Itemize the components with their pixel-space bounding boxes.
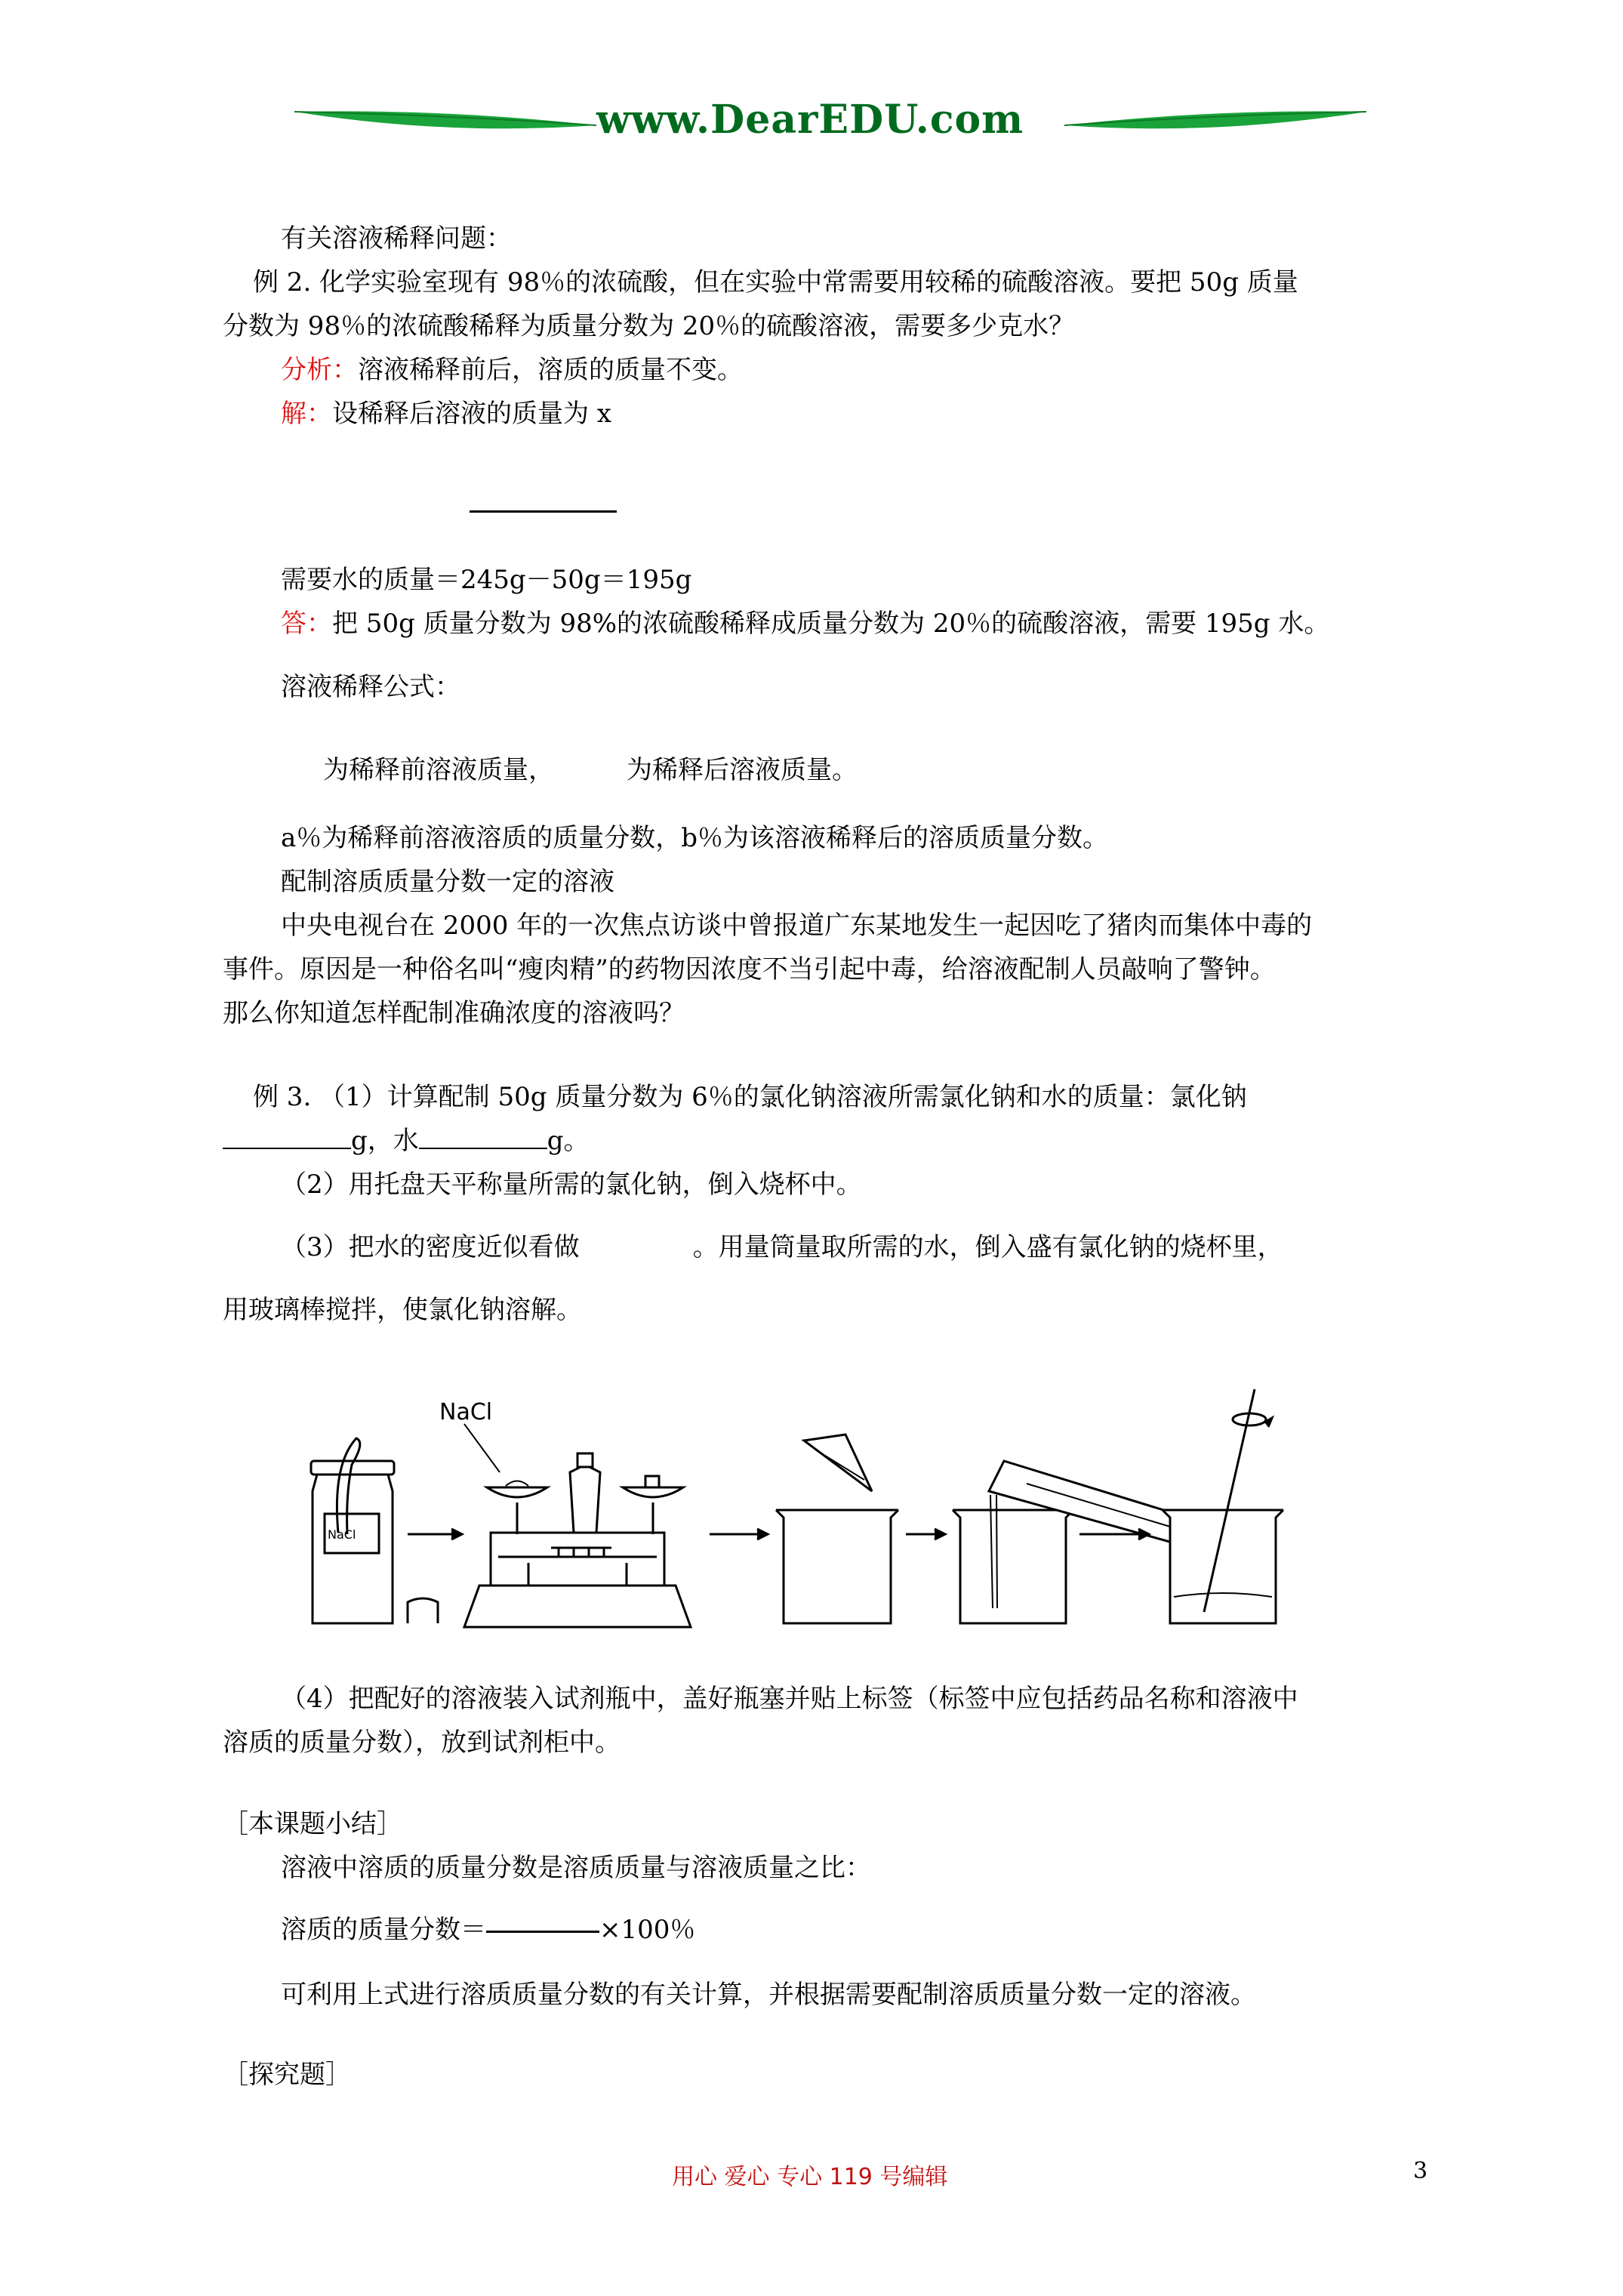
explore-heading: ［探究题］: [223, 2060, 351, 2090]
news-para-line3: 那么你知道怎样配制准确浓度的溶液吗？: [223, 998, 685, 1028]
analysis-line: [281, 349, 743, 386]
solution-text: 设稀释后溶液的质量为 x: [332, 399, 611, 429]
balance-scale-drawing: [464, 1453, 691, 1627]
answer-line: [281, 603, 1329, 639]
beaker-with-paper-drawing: [776, 1435, 898, 1623]
beaker-with-stirring-rod-drawing: [1163, 1389, 1283, 1623]
water-mass-line: 需要水的质量＝245g－50g＝195g: [281, 565, 692, 595]
example3-step4-line2: 溶质的质量分数），放到试剂柜中。: [223, 1727, 621, 1758]
example3-line1: 例 3. （1）计算配制 50g 质量分数为 6％的氯化钠溶液所需氯化钠和水的质量：氯化钠: [253, 1082, 1247, 1112]
solution-line: [281, 393, 611, 430]
example3-step4-line1: （4）把配好的溶液装入试剂瓶中，盖好瓶塞并贴上标签（标签中应包括药品名称和溶液中: [281, 1684, 1298, 1714]
example3-line2: g，水 g。: [223, 1120, 590, 1157]
answer-label: 答：: [281, 609, 332, 639]
section2-heading: 配制溶质质量分数一定的溶液: [281, 867, 614, 897]
summary-line2: 可利用上式进行溶质质量分数的有关计算，并根据需要配制溶质质量分数一定的溶液。: [281, 1980, 1256, 2010]
solution-preparation-figure: [302, 1359, 1359, 1638]
figure-label-jar: NaCl: [328, 1527, 356, 1542]
formula-desc-before: 为稀释前溶液质量，: [323, 755, 554, 785]
example3-step2: （2）用托盘天平称量所需的氯化钠，倒入烧杯中。: [281, 1170, 862, 1200]
news-para-line1: 中央电视台在 2000 年的一次焦点访谈中曾报道广东某地发生一起因吃了猪肉而集体中毒的: [281, 911, 1313, 941]
example2-line2: 分数为 98％的浓硫酸稀释为质量分数为 20％的硫酸溶液，需要多少克水？: [223, 311, 1075, 341]
fraction-bar: [470, 510, 617, 513]
summary-line1: 溶液中溶质的质量分数是溶质质量与溶液质量之比：: [281, 1853, 871, 1883]
water-blank[interactable]: [419, 1125, 547, 1149]
answer-text: 把 50g 质量分数为 98%的浓硫酸稀释成质量分数为 20％的硫酸溶液，需要 195g 水。: [332, 609, 1330, 639]
example2-line1: 例 2. 化学实验室现有 98％的浓硫酸，但在实验中常需要用较稀的硫酸溶液。要把 50g 质量: [253, 267, 1298, 297]
section-heading: 有关溶液稀释问题：: [281, 223, 512, 254]
formula-desc-after: 为稀释后溶液质量。: [627, 755, 858, 785]
beaker-with-cylinder-drawing: [953, 1461, 1200, 1623]
page-number: 3: [1413, 2158, 1428, 2184]
solution-label: 解：: [281, 399, 332, 429]
example3-step3: （3）把水的密度近似看做 。用量筒量取所需的水，倒入盛有氯化钠的烧杯里，: [281, 1232, 1283, 1262]
nacl-blank[interactable]: [223, 1125, 351, 1149]
site-logo-text: www.DearEDU.com: [596, 97, 1024, 143]
formula-heading: 溶液稀释公式：: [281, 672, 460, 702]
footer-text: 用心 爱心 专心 119 号编辑: [672, 2164, 948, 2190]
summary-fraction-bar: [486, 1931, 599, 1933]
analysis-text: 溶液稀释前后，溶质的质量不变。: [358, 355, 743, 385]
example3-step3-line2: 用玻璃棒搅拌，使氯化钠溶解。: [223, 1295, 582, 1325]
summary-heading: ［本课题小结］: [223, 1809, 402, 1839]
figure-label-nacl: NaCl: [439, 1399, 493, 1425]
news-para-line2: 事件。原因是一种俗名叫“瘦肉精”的药物因浓度不当引起中毒，给溶液配制人员敲响了警钟。: [223, 954, 1276, 985]
analysis-label: 分析：: [281, 355, 358, 385]
formula-desc-fractions: a％为稀释前溶液溶质的质量分数，b％为该溶液稀释后的溶质质量分数。: [281, 823, 1109, 853]
summary-formula: 溶质的质量分数＝ ×100％: [281, 1915, 696, 1945]
